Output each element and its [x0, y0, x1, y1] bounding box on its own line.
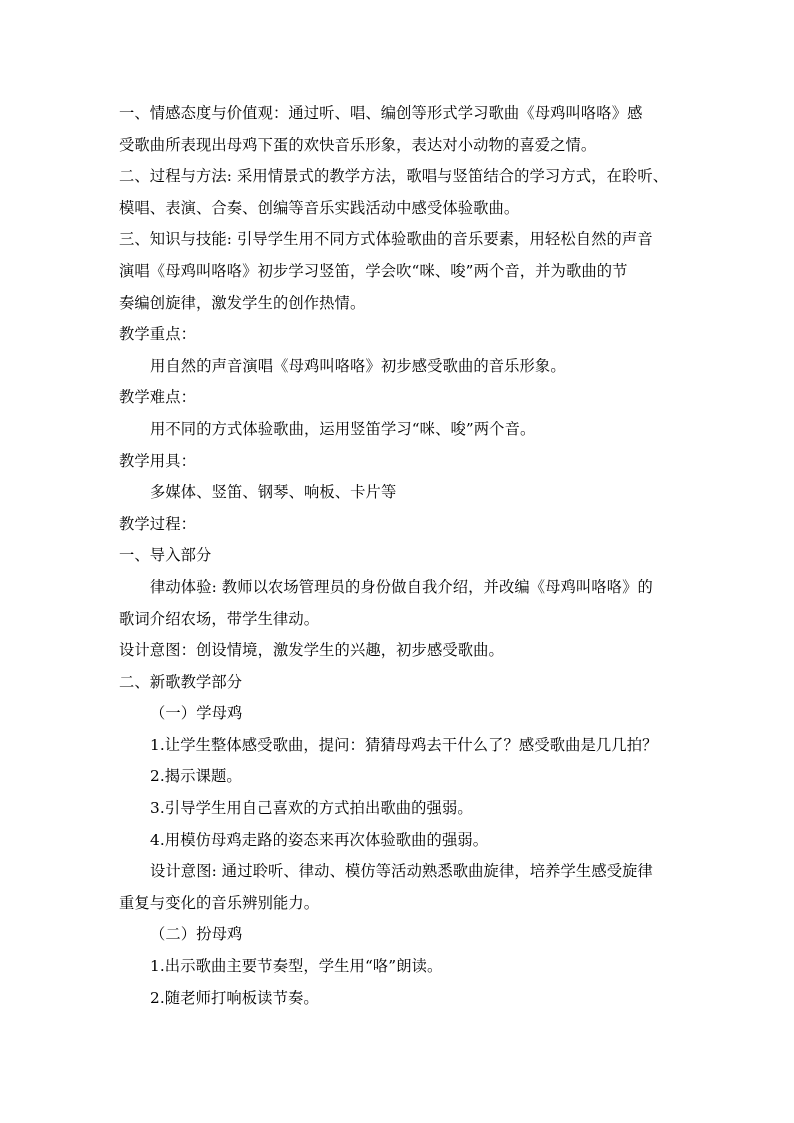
text-line: 2.随老师打响板读节奏。: [150, 988, 319, 1007]
text-line: （二）扮母鸡: [150, 925, 243, 944]
text-line: 4.用模仿母鸡走路的姿态来再次体验歌曲的强弱。: [150, 830, 489, 849]
text-line: （一）学母鸡: [150, 704, 243, 723]
text-line: 演唱《母鸡叫咯咯》初步学习竖笛，学会吹“咪、唆”两个音，并为歌曲的节: [119, 261, 628, 280]
text-line: 设计意图：创设情境，激发学生的兴趣，初步感受歌曲。: [119, 641, 504, 660]
document-body: [119, 98, 679, 1014]
text-line: 二、过程与方法: 采用情景式的教学方法，歌唱与竖笛结合的学习方式，在聆听、: [119, 167, 669, 186]
text-line: 2.揭示课题。: [150, 767, 242, 786]
text-line: 奏编创旋律，激发学生的创作热情。: [119, 293, 366, 312]
text-line: 模唱、表演、合奏、创编等音乐实践活动中感受体验歌曲。: [119, 198, 520, 217]
text-line: 1.出示歌曲主要节奏型，学生用“咯”朗读。: [150, 957, 443, 976]
text-line: 多媒体、竖笛、钢琴、响板、卡片等: [150, 483, 397, 502]
text-line: 受歌曲所表现出母鸡下蛋的欢快音乐形象，表达对小动物的喜爱之情。: [119, 135, 597, 154]
text-line: 一、情感态度与价值观：通过听、唱、编创等形式学习歌曲《母鸡叫咯咯》感: [119, 104, 643, 122]
text-line: 三、知识与技能: 引导学生用不同方式体验歌曲的音乐要素，用轻松自然的声音: [119, 230, 653, 249]
text-line: 设计意图: 通过聆听、律动、模仿等活动熟悉歌曲旋律，培养学生感受旋律: [150, 862, 653, 881]
text-line: 教学难点：: [119, 388, 196, 407]
text-line: 重复与变化的音乐辨别能力。: [119, 893, 320, 912]
text-line: 教学重点：: [119, 325, 196, 344]
text-line: 二、新歌教学部分: [119, 672, 243, 691]
text-line: 一、导入部分: [119, 546, 212, 565]
text-line: 教学用具：: [119, 451, 196, 470]
text-line: 教学过程：: [119, 514, 196, 533]
text-line: 律动体验: 教师以农场管理员的身份做自我介绍，并改编《母鸡叫咯咯》的: [150, 577, 653, 596]
text-line: 3.引导学生用自己喜欢的方式拍出歌曲的强弱。: [150, 799, 473, 818]
text-line: 1.让学生整体感受歌曲，提问：猜猜母鸡去干什么了？感受歌曲是几几拍？: [150, 735, 658, 754]
text-line: 用自然的声音演唱《母鸡叫咯咯》初步感受歌曲的音乐形象。: [150, 356, 566, 375]
text-line: 歌词介绍农场，带学生律动。: [119, 609, 320, 628]
text-line: 用不同的方式体验歌曲，运用竖笛学习“咪、唆”两个音。: [150, 419, 536, 438]
